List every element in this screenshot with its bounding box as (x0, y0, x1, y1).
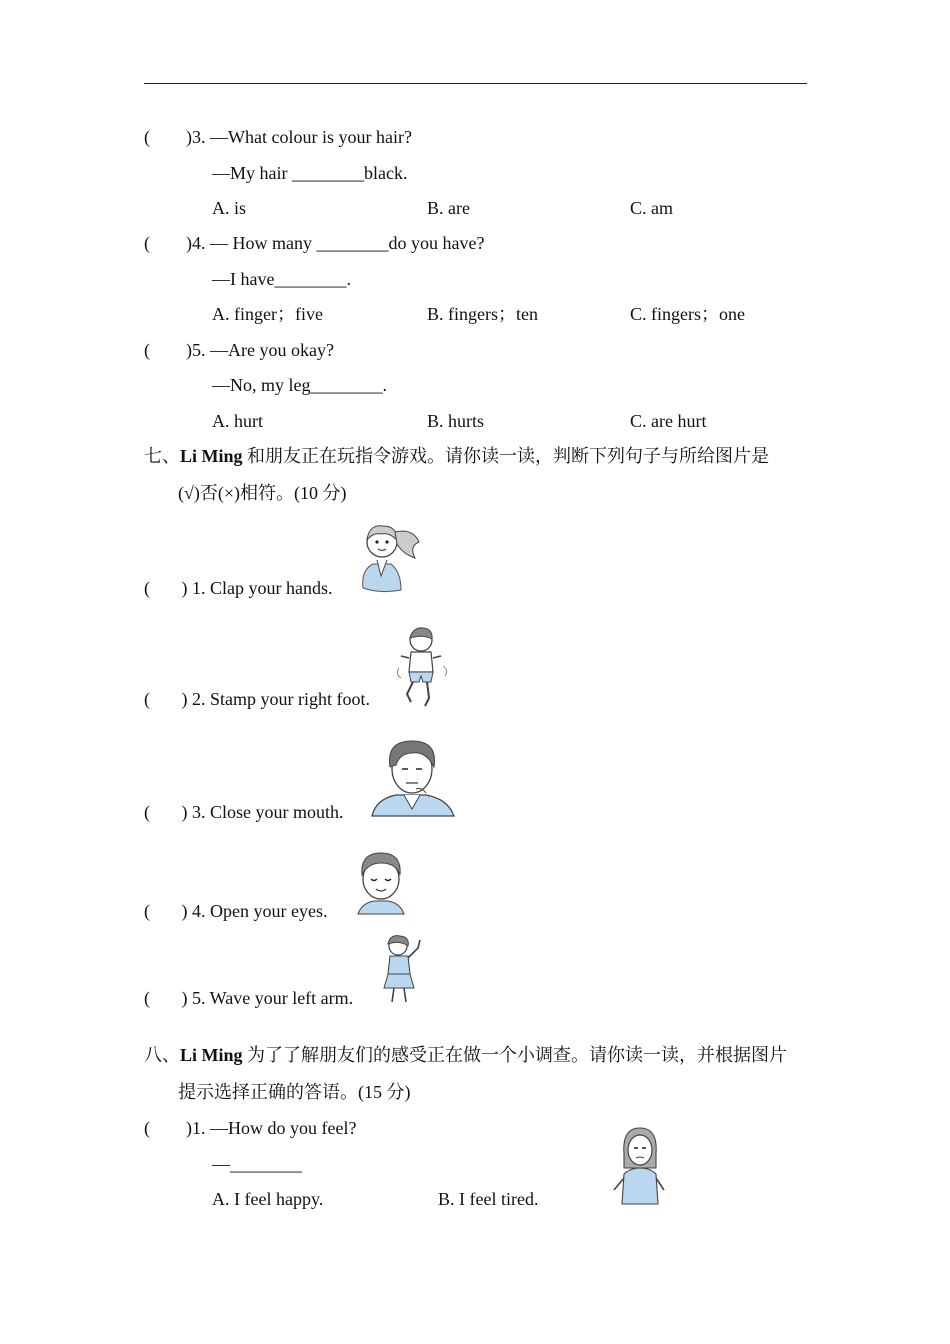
s7-item-4 (144, 900, 327, 922)
s7-item-5 (144, 987, 353, 1009)
s8-q1-line (144, 1117, 356, 1139)
item-text: 1. Clap your hands. (187, 578, 333, 598)
q5-line (144, 339, 334, 361)
item-text: 3. Close your mouth. (187, 802, 344, 822)
girl-tired-icon (610, 1124, 668, 1206)
section-instruction: 为了了解朋友们的感受正在做一个小调查。请你读一读，并根据图片 (242, 1045, 788, 1065)
header-rule (144, 83, 807, 84)
section-number: 八、 (144, 1045, 180, 1065)
q4-option-a[interactable]: A. finger；five (212, 304, 323, 324)
answer-blank[interactable]: ( ) (144, 578, 188, 598)
answer-blank[interactable]: ( ) (144, 689, 188, 709)
q4-line (144, 232, 484, 254)
question-stem: 5. —Are you okay? (192, 340, 334, 360)
item-text: 2. Stamp your right foot. (187, 689, 370, 709)
item-text: 4. Open your eyes. (187, 901, 328, 921)
s7-item-1 (144, 577, 332, 599)
question-stem: 4. — How many ________do you have? (192, 233, 485, 253)
question-stem: 1. —How do you feel? (192, 1118, 357, 1138)
s8-q1-reply: —________ (212, 1154, 302, 1174)
section-instruction: 和朋友正在玩指令游戏。请你读一读，判断下列句子与所给图片是 (242, 446, 770, 466)
answer-blank[interactable]: ( ) (144, 802, 188, 822)
girl-clapping-icon (355, 518, 425, 594)
section-name: Li Ming (180, 446, 243, 466)
q5-option-a[interactable]: A. hurt (212, 411, 263, 431)
s8-q1-option-b[interactable]: B. I feel tired. (438, 1189, 539, 1209)
section7-heading (144, 445, 769, 467)
section7-instruction-2: (√)否(×)相符。(10 分) (178, 483, 347, 503)
q3-option-c[interactable]: C. am (630, 198, 673, 218)
answer-blank[interactable]: ( ) (144, 340, 192, 360)
question-stem: 3. —What colour is your hair? (192, 127, 412, 147)
girl-waving-icon (378, 934, 426, 1006)
section8-instruction-2: 提示选择正确的答语。(15 分) (178, 1082, 411, 1102)
q5-option-b[interactable]: B. hurts (427, 411, 485, 431)
section-name: Li Ming (180, 1045, 243, 1065)
s7-item-2 (144, 688, 370, 710)
answer-blank[interactable]: ( ) (144, 901, 188, 921)
q4-reply: —I have________. (212, 269, 351, 289)
answer-blank[interactable]: ( ) (144, 233, 192, 253)
s8-q1-option-a[interactable]: A. I feel happy. (212, 1189, 324, 1209)
q3-option-a[interactable]: A. is (212, 198, 247, 218)
boy-eyes-closed-icon (354, 849, 408, 915)
q3-option-b[interactable]: B. are (427, 198, 470, 218)
item-text: 5. Wave your left arm. (187, 988, 354, 1008)
man-portrait-icon (370, 737, 456, 817)
q4-option-b[interactable]: B. fingers；ten (427, 304, 538, 324)
q3-reply: —My hair ________black. (212, 163, 408, 183)
q4-option-c[interactable]: C. fingers；one (630, 304, 745, 324)
q5-reply: —No, my leg________. (212, 375, 387, 395)
answer-blank[interactable]: ( ) (144, 127, 192, 147)
boy-stamping-icon (393, 626, 453, 708)
q3-line (144, 126, 412, 148)
section-number: 七、 (144, 446, 180, 466)
s7-item-3 (144, 801, 344, 823)
section8-heading (144, 1044, 787, 1066)
answer-blank[interactable]: ( ) (144, 1118, 192, 1138)
q5-option-c[interactable]: C. are hurt (630, 411, 707, 431)
answer-blank[interactable]: ( ) (144, 988, 188, 1008)
